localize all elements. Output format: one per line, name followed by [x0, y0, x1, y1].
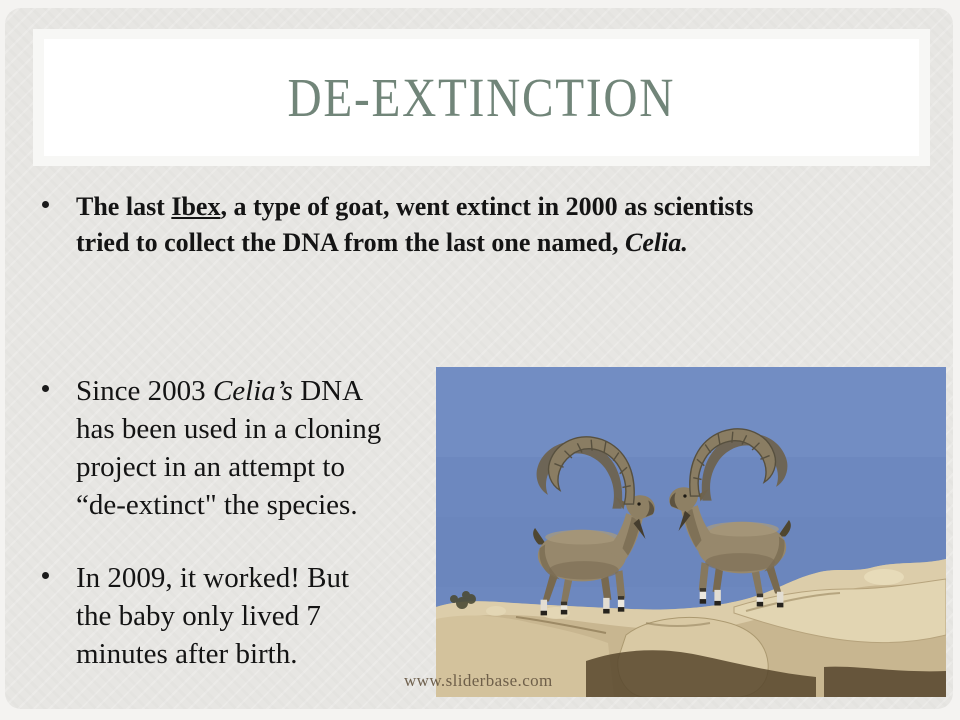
- bullet3-text: [76, 559, 349, 673]
- bullet2-line2: has been used in a cloning: [76, 413, 382, 445]
- bullet-item-2: [38, 372, 468, 524]
- text-run: tried to collect the DNA from the last one named,: [76, 228, 626, 257]
- bullet3-line3: minutes after birth.: [76, 638, 298, 670]
- title-box: [44, 39, 919, 156]
- bullet2-line3: project in an attempt to: [76, 451, 345, 483]
- slide-background: [5, 8, 953, 709]
- italic-word-celias: Celia’s: [212, 375, 293, 407]
- text-run: Since 2003: [76, 375, 213, 407]
- ibex-photo: [436, 367, 946, 697]
- slide-title: DE-EXTINCTION: [287, 67, 676, 128]
- text-run: The last: [76, 192, 172, 221]
- bullet3-line2: the baby only lived 7: [76, 600, 321, 632]
- bullet1-line2: [76, 225, 753, 261]
- bullet-dot: [42, 572, 49, 579]
- italic-word-celia: Celia.: [625, 228, 688, 257]
- watermark: www.sliderbase.com: [404, 671, 553, 690]
- underlined-word-ibex: Ibex: [171, 192, 221, 221]
- bullet-item-1: [38, 189, 946, 261]
- text-run: DNA: [292, 375, 364, 407]
- bullet-dot: [42, 385, 49, 392]
- bullet-item-3: [38, 559, 468, 673]
- bullet2-line1: [76, 372, 381, 410]
- bullet1-line1: [76, 189, 753, 225]
- bullet2-line4: “de-extinct" the species.: [76, 489, 358, 521]
- text-run: , a type of goat, went extinct in 2000 as scientists: [220, 192, 754, 221]
- bullet2-text: [76, 372, 381, 524]
- title-frame: [33, 29, 930, 166]
- bullet-dot: [42, 201, 49, 208]
- bullet3-line1: In 2009, it worked! But: [76, 562, 350, 594]
- bullet1-text: [76, 189, 753, 261]
